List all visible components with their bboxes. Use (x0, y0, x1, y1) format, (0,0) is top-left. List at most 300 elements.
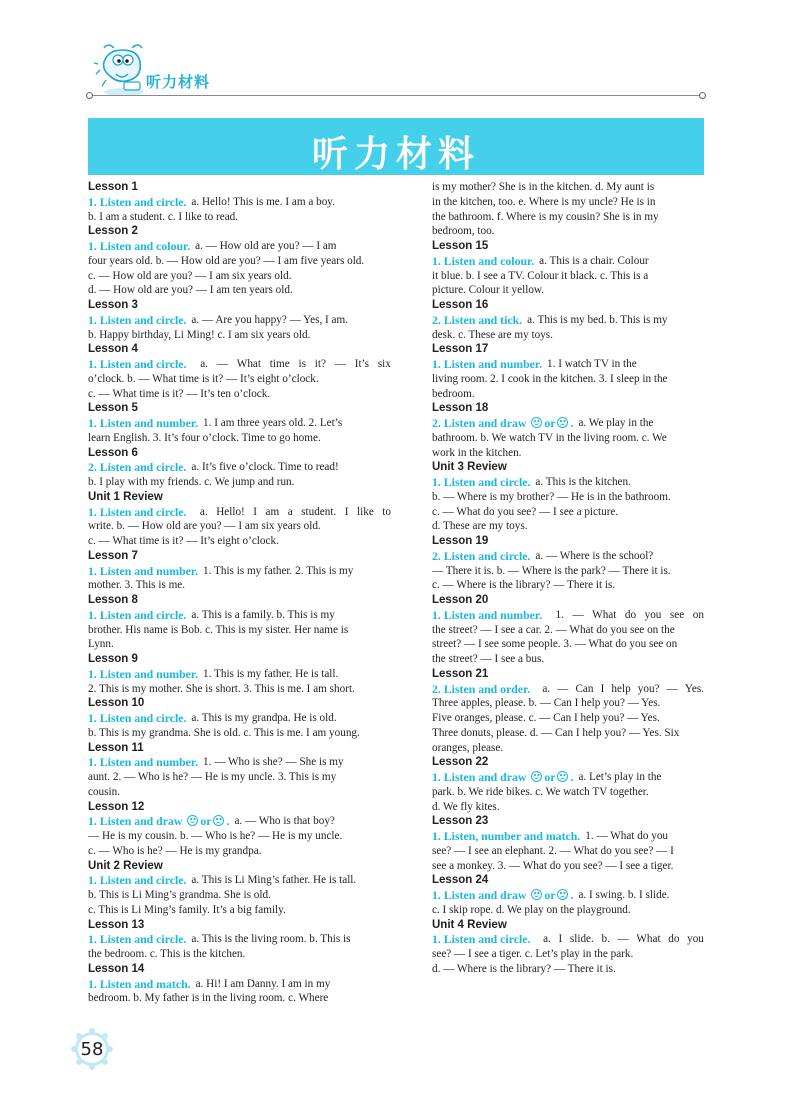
text-content: is my mother? She is in the kitchen. d. My aunt is (432, 181, 655, 193)
instruction-label: 1. Listen and number. (88, 416, 199, 430)
lesson-heading-line (432, 239, 704, 254)
text-line (88, 608, 391, 623)
sad-face-icon (557, 417, 568, 428)
lesson-heading-line (88, 859, 391, 874)
text-content: b. I am a student. c. I like to read. (88, 210, 239, 223)
lesson-heading: Lesson 20 (432, 594, 489, 606)
text-content: park. b. We ride bikes. c. We watch TV together. (432, 785, 649, 798)
text-line (88, 770, 391, 785)
instruction-label: 1. Listen and colour. (432, 253, 535, 268)
text-line (432, 357, 704, 372)
lesson-heading-line (88, 401, 391, 416)
instruction-label: 1. Listen, number and match. (432, 829, 581, 843)
text-content: c. — How old are you? — I am six years old. (88, 269, 292, 282)
lesson-heading-line (432, 342, 704, 357)
text-content: the bedroom. c. This is the kitchen. (88, 948, 246, 960)
text-content: learn English. 3. It’s four o’clock. Time to go home. (88, 431, 321, 444)
or-separator: or (544, 888, 556, 902)
text-content: — There it is. b. — Where is the park? — There it is. (432, 564, 671, 577)
lesson-heading: Lesson 13 (88, 918, 145, 931)
lesson-heading-line (88, 593, 391, 608)
lesson-heading: Lesson 24 (432, 874, 489, 887)
text-word: What (636, 933, 661, 946)
lesson-heading-line (88, 180, 391, 195)
text-line (88, 195, 391, 210)
smiley-face-icon (187, 815, 198, 826)
text-content: a. — How old are you? — I am (195, 240, 337, 252)
or-separator: or (544, 770, 556, 784)
text-line (432, 195, 704, 210)
text-content: o’clock. b. — What time is it? — It’s eight o’clock. (88, 372, 319, 385)
text-word: I (600, 682, 605, 695)
text-word: a. (543, 933, 551, 946)
text-content: a. This is Li Ming’s father. He is tall. (191, 874, 357, 887)
instruction-label: 2. Listen and circle. (432, 548, 531, 563)
lesson-heading-line (88, 918, 391, 933)
text-word: a (287, 505, 293, 518)
text-content: a. This is the living room. b. This is (191, 933, 351, 946)
instruction-label: 2. Listen and tick. (432, 312, 523, 327)
text-word: time (269, 358, 290, 370)
or-separator: or (544, 416, 556, 430)
text-content: d. — How old are you? — I am ten years old. (88, 284, 293, 297)
text-line (88, 903, 391, 918)
text-content: a. Hello! This is me. I am a boy. (191, 195, 335, 208)
text-line (432, 328, 704, 343)
sad-face-icon (213, 815, 224, 826)
instruction-label: 1. Listen and circle. (88, 357, 187, 371)
text-content: 1. — What do you (585, 830, 669, 842)
header-section-label: 听力材料 (146, 73, 211, 91)
instruction-label: 1. Listen and circle. (88, 194, 187, 209)
text-line (88, 534, 391, 549)
text-line (432, 519, 704, 534)
lesson-heading-line (88, 962, 391, 977)
instruction-label: 1. Listen and circle. (88, 873, 187, 888)
text-content: c. This is Li Ming’s family. It’s a big family. (88, 903, 286, 916)
text-line (88, 785, 391, 800)
instruction-label: 1. Listen and circle. (88, 607, 187, 622)
text-content: d. These are my toys. (432, 520, 528, 533)
text-word: What (592, 608, 617, 621)
text-line (432, 283, 704, 298)
text-line (88, 416, 391, 431)
text-content: a. Hi! I am Danny. I am in my (195, 977, 331, 990)
text-word: student. (301, 505, 337, 518)
text-content: c. — What do you see? — I see a picture. (432, 505, 619, 518)
instruction-label: 1. Listen and circle. (432, 932, 531, 947)
text-content: see? — I see a tiger. c. Let’s play in the park. (432, 948, 634, 960)
lesson-heading-line (88, 800, 391, 815)
instruction-label: 1. Listen and draw or. (432, 770, 574, 784)
text-line (88, 564, 391, 579)
text-line (88, 431, 391, 446)
text-content: desk. c. These are my toys. (432, 328, 553, 341)
text-line (88, 888, 391, 903)
text-line (88, 254, 391, 269)
lesson-heading: Lesson 12 (88, 800, 145, 813)
instruction-label: 1. Listen and colour. (88, 239, 191, 253)
text-content: in the kitchen, too. e. Where is my uncle? He is in (432, 195, 656, 208)
text-content: a. This is a chair. Colour (539, 254, 649, 267)
instruction-label: 1. Listen and number. (432, 607, 543, 622)
text-content: Lynn. (88, 638, 114, 651)
instruction-label: 2. Listen and circle. (88, 460, 187, 475)
text-content: mother. 3. This is me. (88, 579, 186, 592)
text-content: bedroom, too. (432, 225, 495, 238)
text-line (432, 696, 704, 711)
text-content: four years old. b. — How old are you? — I am five years old. (88, 254, 365, 267)
lesson-heading-line (88, 696, 391, 711)
lesson-heading: Lesson 17 (432, 343, 489, 356)
text-line (88, 814, 391, 829)
text-content: the street? — I see a car. 2. — What do you see on the (432, 623, 675, 636)
text-content: a. This is my grandpa. He is old. (191, 712, 337, 724)
text-line (432, 932, 704, 947)
text-line (88, 372, 391, 387)
text-line (432, 224, 704, 239)
text-word: a. (200, 358, 208, 370)
text-line (432, 313, 704, 328)
text-line (88, 755, 391, 770)
text-word: I (344, 505, 349, 518)
text-word: — (617, 933, 629, 946)
text-word: Yes. (684, 682, 704, 695)
lesson-heading-line (432, 814, 704, 829)
text-word: do (668, 933, 680, 946)
text-content: bathroom. b. We watch TV in the living room. c. We (432, 431, 667, 444)
text-word: slide. (569, 933, 594, 946)
text-content: brother. His name is Bob. c. This is my sister. Her name is (88, 623, 349, 636)
lesson-heading-line (432, 593, 704, 608)
text-line (432, 947, 704, 962)
lesson-heading-line (88, 446, 391, 461)
text-line (432, 726, 704, 741)
text-content: a. We play in the (578, 417, 654, 429)
text-content: see? — I see an elephant. 2. — What do you see? — I (432, 844, 674, 857)
lesson-heading: Lesson 4 (88, 343, 138, 356)
lesson-heading: Lesson 6 (88, 446, 138, 459)
text-line (88, 667, 391, 682)
lesson-heading-line (432, 918, 704, 933)
text-word: help (611, 682, 631, 695)
instruction-label: 2. Listen and draw or. (432, 416, 574, 430)
text-content: street? — I see some people. 3. — What do you see on (432, 638, 678, 651)
text-line (432, 800, 704, 815)
text-content: a. Let’s play in the (578, 771, 662, 783)
text-content: d. — Where is the library? — There it is. (432, 962, 616, 975)
lesson-heading-line (88, 342, 391, 357)
lesson-heading-line (432, 534, 704, 549)
page-number: 58 (80, 1039, 104, 1060)
text-line (88, 460, 391, 475)
text-line (88, 991, 391, 1006)
text-line (432, 711, 704, 726)
text-word: — (572, 608, 584, 621)
lesson-heading: Lesson 5 (88, 402, 138, 415)
text-line (88, 283, 391, 298)
instruction-label: 1. Listen and circle. (88, 711, 187, 725)
text-line (88, 269, 391, 284)
text-line (88, 977, 391, 992)
text-content: 1. I am three years old. 2. Let’s (203, 417, 343, 429)
text-word: see (669, 608, 685, 621)
lesson-heading-line (432, 873, 704, 888)
text-line (432, 623, 704, 638)
text-word: I (253, 505, 258, 518)
text-line (432, 652, 704, 667)
lesson-heading-line (88, 490, 391, 505)
text-word: a. (542, 682, 551, 695)
text-content: c. — Who is he? — He is my grandpa. (88, 844, 262, 857)
text-word: you? (637, 682, 660, 695)
lesson-heading-line (88, 741, 391, 756)
text-word: am (265, 505, 280, 518)
text-word: it? (314, 358, 326, 370)
text-content: b. — Where is my brother? — He is in the bathroom. (432, 490, 671, 503)
text-content: Three apples, please. b. — Can I help you? — Yes. (432, 697, 661, 710)
text-word: on (692, 608, 704, 621)
lesson-heading: Lesson 2 (88, 225, 138, 238)
text-content: a. This is a family. b. This is my (191, 608, 335, 621)
text-content: a. — Who is that boy? (234, 815, 335, 828)
header-rule (90, 95, 702, 96)
text-line (88, 829, 391, 844)
text-line (88, 519, 391, 534)
text-line (88, 239, 391, 254)
instruction-label: 1. Listen and number. (88, 563, 199, 578)
lesson-heading-line (88, 298, 391, 313)
text-line (432, 682, 704, 697)
lesson-heading: Unit 1 Review (88, 490, 163, 503)
text-content: Three donuts, please. d. — Can I help you? — Yes. Six (432, 726, 680, 739)
text-word: — (666, 682, 678, 695)
text-line (88, 623, 391, 638)
lesson-heading-line (432, 460, 704, 475)
text-line (88, 726, 391, 741)
instruction-label: 1. Listen and draw or. (432, 888, 574, 902)
lesson-heading: Lesson 7 (88, 549, 138, 562)
text-content: a. This is the kitchen. (535, 476, 631, 488)
text-content: b. This is my grandma. She is old. c. This is me. I am young. (88, 726, 360, 739)
text-line (88, 947, 391, 962)
text-content: see a monkey. 3. — What do you see? — I see a tiger. (432, 859, 674, 872)
lesson-heading-line (88, 549, 391, 564)
smiley-face-icon (531, 889, 542, 900)
text-line (432, 741, 704, 756)
text-line (88, 505, 391, 520)
instruction-label: 1. Listen and circle. (88, 504, 187, 519)
lesson-heading: Lesson 16 (432, 299, 489, 311)
text-word: It’s (354, 358, 370, 370)
text-line (432, 254, 704, 269)
instruction-label: 1. Listen and circle. (88, 932, 187, 947)
text-content: 1. This is my father. 2. This is my (203, 564, 354, 577)
text-word: you (644, 608, 662, 621)
text-word: I (558, 933, 563, 946)
text-content: d. We fly kites. (432, 800, 500, 813)
text-content: Five oranges, please. c. — Can I help you? — Yes. (432, 712, 660, 724)
text-content: it blue. b. I see a TV. Colour it black. c. This is a (432, 269, 649, 282)
text-line (88, 682, 391, 697)
text-content: c. — Where is the library? — There it is. (432, 579, 616, 592)
text-content: bedroom. b. My father is in the living room. c. Where (88, 992, 329, 1005)
text-line (432, 564, 704, 579)
text-line (432, 829, 704, 844)
lesson-heading: Lesson 11 (88, 741, 144, 754)
lesson-heading: Lesson 8 (88, 594, 138, 606)
lesson-heading: Lesson 22 (432, 756, 489, 769)
text-line (432, 888, 704, 903)
text-content: b. This is Li Ming’s grandma. She is old. (88, 889, 271, 901)
text-word: a. (199, 505, 208, 518)
text-content: a. I swing. b. I slide. (578, 889, 670, 901)
text-line (88, 578, 391, 593)
text-line (432, 903, 704, 918)
lesson-heading-line (432, 298, 704, 313)
or-separator: or (200, 814, 212, 829)
lesson-heading-line (88, 224, 391, 239)
text-line (432, 770, 704, 785)
text-content: c. — What time is it? — It’s eight o’clock. (88, 535, 279, 547)
text-line (88, 711, 391, 726)
lesson-heading: Unit 4 Review (432, 918, 507, 931)
text-content: c. — What time is it? — It’s ten o’clock. (88, 387, 271, 400)
text-word: Hello! (216, 505, 245, 518)
text-content: oranges, please. (432, 741, 504, 754)
text-line (432, 269, 704, 284)
text-line (88, 932, 391, 947)
text-content: living room. 2. I cook in the kitchen. 3. I sleep in the (432, 372, 668, 385)
text-line (432, 578, 704, 593)
text-line (432, 475, 704, 490)
lesson-heading: Lesson 1 (88, 181, 138, 193)
text-content: 2. This is my mother. She is short. 3. This is me. I am short. (88, 682, 355, 695)
text-word: to (382, 505, 391, 518)
text-line (432, 962, 704, 977)
lesson-heading: Lesson 9 (88, 653, 138, 665)
sad-face-icon (557, 771, 568, 782)
right-column (432, 180, 704, 977)
lesson-heading-line (432, 401, 704, 416)
text-line (88, 873, 391, 888)
text-content: 1. — Who is she? — She is my (203, 756, 344, 769)
lesson-heading-line (88, 652, 391, 667)
text-content: aunt. 2. — Who is he? — He is my uncle. 3. This is my (88, 771, 337, 783)
text-word: What (236, 358, 261, 370)
lesson-heading: Lesson 19 (432, 535, 489, 547)
text-line (88, 357, 391, 372)
text-word: 1. (555, 608, 564, 621)
title-banner (88, 118, 704, 175)
text-content: 1. This is my father. He is tall. (203, 667, 339, 680)
lesson-heading-line (432, 755, 704, 770)
header-rule-dot-left (86, 92, 93, 99)
text-content: a. — Are you happy? — Yes, I am. (191, 313, 349, 326)
text-line (432, 180, 704, 195)
sad-face-icon (557, 889, 568, 900)
text-line (432, 416, 704, 431)
text-content: cousin. (88, 785, 121, 798)
instruction-label: 1. Listen and number. (88, 666, 199, 681)
text-line (88, 328, 391, 343)
lesson-heading-line (432, 667, 704, 682)
text-content: write. b. — How old are you? — I am six years old. (88, 520, 321, 533)
text-content: the bathroom. f. Where is my cousin? She is in my (432, 210, 659, 223)
text-word: is (298, 358, 306, 370)
text-word: — (216, 358, 228, 370)
instruction-label: 1. Listen and match. (88, 976, 191, 991)
instruction-label: 2. Listen and order. (432, 681, 531, 696)
left-column (88, 180, 391, 1006)
text-content: a. — Where is the school? (535, 549, 654, 562)
lesson-heading: Lesson 15 (432, 240, 489, 252)
text-content: b. Happy birthday, Li Ming! c. I am six years old. (88, 328, 311, 341)
text-line (432, 387, 704, 402)
instruction-label: 1. Listen and draw or. (88, 814, 230, 829)
text-line (432, 785, 704, 800)
text-word: b. (601, 933, 610, 946)
lesson-heading: Unit 3 Review (432, 461, 507, 474)
lesson-heading: Lesson 18 (432, 402, 489, 415)
page-title: 听力材料 (311, 134, 480, 175)
text-line (88, 313, 391, 328)
text-content: a. This is my bed. b. This is my (527, 313, 668, 326)
lesson-heading: Lesson 10 (88, 697, 145, 710)
smiley-face-icon (531, 417, 542, 428)
text-line (88, 210, 391, 225)
text-line (432, 637, 704, 652)
instruction-label: 1. Listen and circle. (88, 312, 187, 327)
instruction-label: 1. Listen and number. (432, 357, 543, 371)
text-content: bedroom. (432, 387, 475, 400)
text-line (432, 549, 704, 564)
text-word: do (624, 608, 637, 621)
text-line (432, 608, 704, 623)
text-line (432, 844, 704, 859)
text-word: six (377, 358, 391, 370)
instruction-label: 1. Listen and circle. (432, 475, 531, 489)
text-content: work in the kitchen. (432, 446, 522, 459)
lesson-heading: Lesson 23 (432, 815, 489, 828)
text-line (88, 844, 391, 859)
lesson-heading: Unit 2 Review (88, 859, 163, 872)
text-line (432, 431, 704, 446)
instruction-label: 1. Listen and number. (88, 755, 199, 770)
text-line (88, 637, 391, 652)
text-content: a. It’s five o’clock. Time to read! (191, 461, 339, 474)
smiley-face-icon (531, 771, 542, 782)
text-word: you (687, 933, 704, 946)
text-line (88, 475, 391, 490)
lesson-heading: Lesson 14 (88, 962, 145, 975)
lesson-heading: Lesson 3 (88, 299, 138, 311)
text-word: like (357, 505, 374, 518)
text-content: c. I skip rope. d. We play on the playground. (432, 903, 631, 916)
text-word: Can (575, 682, 594, 695)
text-word: — (557, 682, 569, 695)
text-word: — (334, 358, 346, 370)
text-content: picture. Colour it yellow. (432, 284, 545, 297)
text-line (88, 387, 391, 402)
text-content: — He is my cousin. b. — Who is he? — He is my uncle. (88, 830, 343, 842)
text-line (432, 859, 704, 874)
text-line (432, 490, 704, 505)
lesson-heading: Lesson 21 (432, 667, 489, 680)
text-content: the street? — I see a bus. (432, 653, 545, 665)
text-line (432, 372, 704, 387)
mascot-logo-icon (94, 40, 150, 98)
